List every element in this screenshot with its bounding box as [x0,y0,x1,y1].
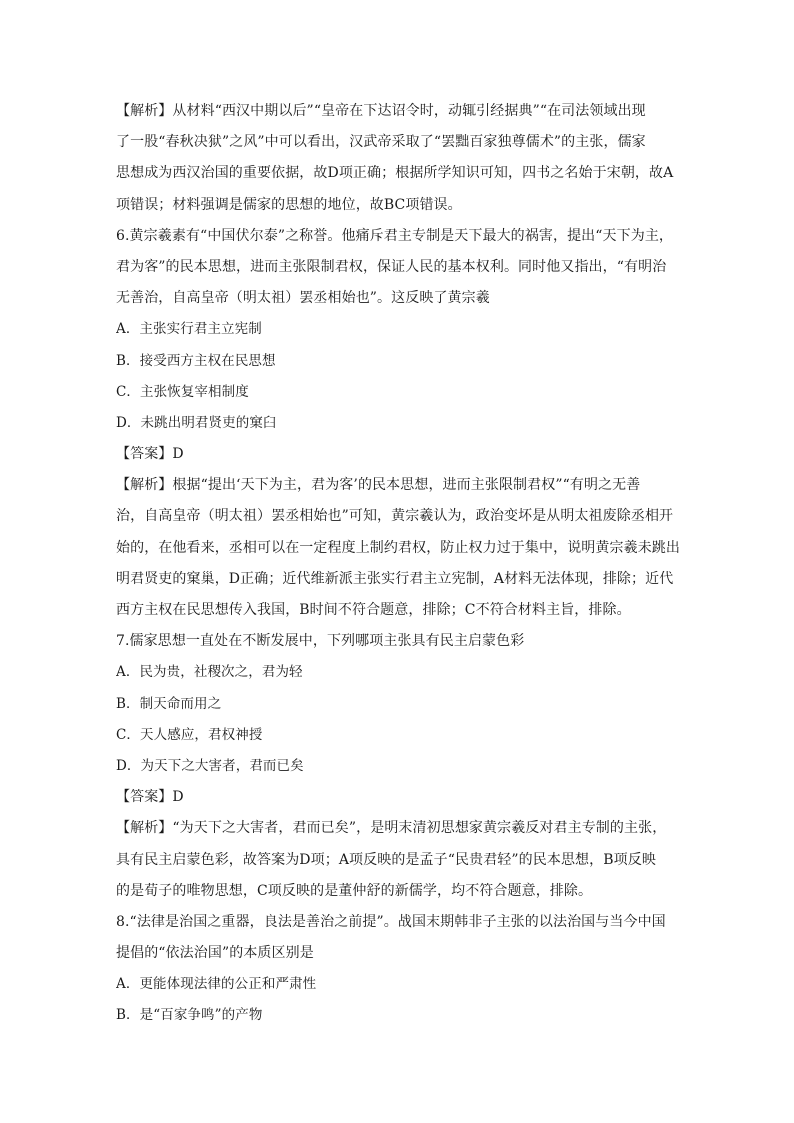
question-6-stem: 无善治，自高皇帝（明太祖）罢丞相始也”。这反映了黄宗羲 [116,290,490,307]
question-6-answer: 【答案】D [116,446,184,463]
question-6-option-a: A．主张实行君主立宪制 [116,321,262,338]
question-7-answer: 【答案】D [116,789,184,806]
question-7-option-a: A．民为贵，社稷次之，君为轻 [116,664,303,681]
question-7-analysis: 具有民主启蒙色彩，故答案为D项；A项反映的是孟子“民贵君轻”的民本思想，B项反映 [116,851,656,868]
question-7-option-b: B．制天命而用之 [116,695,222,712]
question-6-stem: 6.黄宗羲素有“中国伏尔泰”之称誉。他痛斥君主专制是天下最大的祸害，提出“天下为主， [116,227,674,244]
question-6-analysis: 始的，在他看来，丞相可以在一定程度上制约君权，防止权力过于集中，说明黄宗羲未跳出 [116,539,680,556]
question-6-analysis: 西方主权在民思想传入我国，B时间不符合题意，排除；C不符合材料主旨，排除。 [116,602,631,618]
question-6-option-b: B．接受西方主权在民思想 [116,352,276,369]
question-6-option-c: C．主张恢复宰相制度 [116,383,249,400]
question-6-analysis: 明君贤吏的窠巢，D正确；近代维新派主张实行君主立宪制，A材料无法体现，排除；近代 [116,570,674,587]
question-6-analysis: 治，自高皇帝（明太祖）罢丞相始也”可知，黄宗羲认为，政治变坏是从明太祖废除丞相开 [116,508,674,525]
question-6-option-d: D．未跳出明君贤吏的窠臼 [116,414,277,431]
analysis-line: 思想成为西汉治国的重要依据，故D项正确；根据所学知识可知，四书之名始于宋朝，故A [116,165,674,182]
analysis-line: 项错误；材料强调是儒家的思想的地位，故BC项错误。 [116,196,462,213]
question-7-analysis: 【解析】“为天下之大害者，君而已矣”，是明末清初思想家黄宗羲反对君主专制的主张， [116,820,667,837]
analysis-line: 【解析】从材料“西汉中期以后”“皇帝在下达诏令时，动辄引经据典”“在司法领域出现 [116,103,646,119]
question-8-option-a: A．更能体现法律的公正和严肃性 [116,976,317,993]
question-7-option-d: D．为天下之大害者，君而已矣 [116,757,304,774]
question-6-stem: 君为客”的民本思想，进而主张限制君权，保证人民的基本权利。同时他又指出，“有明治 [116,258,667,275]
question-8-option-b: B．是“百家争鸣”的产物 [116,1007,263,1024]
question-7-option-c: C．天人感应，君权神授 [116,726,263,743]
question-7-stem: 7.儒家思想一直处在不断发展中，下列哪项主张具有民主启蒙色彩 [116,633,525,650]
analysis-line: 了一股“春秋决狱”之风”中可以看出，汉武帝采取了“罢黜百家独尊儒术”的主张，儒家 [116,134,646,151]
question-7-analysis: 的是荀子的唯物思想，C项反映的是董仲舒的新儒学，均不符合题意，排除。 [116,882,593,899]
question-8-stem: 8.“法律是治国之重器，良法是善治之前提”。战国末期韩非子主张的以法治国与当今中国 [116,913,666,930]
question-8-stem: 提倡的“依法治国”的本质区别是 [116,945,314,962]
question-6-analysis: 【解析】根据“提出‘天下为主，君为客’的民本思想，进而主张限制君权”“有明之无善 [116,477,641,494]
